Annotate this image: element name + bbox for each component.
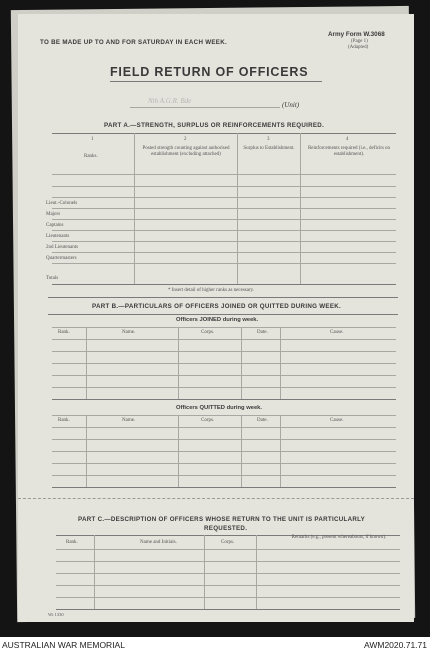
part-c-heading-line2: REQUESTED. bbox=[204, 525, 248, 532]
footer-left: AUSTRALIAN WAR MEMORIAL bbox=[2, 640, 125, 650]
part-c-col-remarks: Remarks (e.g., present whereabouts, if known). bbox=[291, 535, 387, 540]
unit-label: (Unit) bbox=[282, 101, 300, 109]
col-number-1: 1 bbox=[91, 137, 94, 142]
part-a-row-rule bbox=[52, 252, 396, 253]
quitted-col-rank: Rank. bbox=[58, 418, 70, 423]
quitted-bottom-rule bbox=[52, 487, 396, 488]
part-c-col-corps: Corps. bbox=[221, 540, 235, 545]
part-a-header-rule bbox=[52, 174, 396, 175]
quitted-col-corps: Corps. bbox=[201, 418, 215, 423]
part-c-col-divider bbox=[204, 535, 205, 609]
quitted-row-rule bbox=[52, 439, 396, 440]
part-c-row-rule bbox=[56, 597, 400, 598]
form-title: FIELD RETURN OF OFFICERS bbox=[110, 65, 309, 79]
part-b-rule bbox=[48, 297, 398, 298]
title-underline bbox=[110, 81, 322, 82]
col-header-ranks: Ranks. bbox=[84, 154, 98, 159]
joined-col-rank: Rank. bbox=[58, 330, 70, 335]
part-b-rule bbox=[48, 314, 398, 315]
unit-handwritten: Nth A.G.R. Bde bbox=[148, 97, 192, 105]
col-number-4: 4 bbox=[346, 137, 349, 142]
part-a-heading: PART A.—STRENGTH, SURPLUS OR REINFORCEMENTS REQUIRED. bbox=[104, 122, 325, 129]
joined-row-rule bbox=[52, 387, 396, 388]
print-code: Wt 1330 bbox=[48, 612, 64, 617]
col-header-reinforcements: Reinforcements required (i.e., deficits on establishment). bbox=[307, 146, 391, 157]
quitted-col-date: Date. bbox=[257, 418, 268, 423]
part-c-col-divider bbox=[94, 535, 95, 609]
part-c-col-divider bbox=[256, 535, 257, 609]
col-number-3: 3 bbox=[267, 137, 270, 142]
joined-col-divider bbox=[86, 327, 87, 399]
fold-line bbox=[18, 498, 414, 499]
part-c-header-rule bbox=[56, 549, 400, 550]
part-a-row-rule bbox=[52, 241, 396, 242]
rank-majors: Majors bbox=[46, 212, 61, 217]
form-page: (Page 1) bbox=[351, 39, 368, 44]
part-c-bottom-rule bbox=[56, 609, 400, 610]
joined-title: Officers JOINED during week. bbox=[176, 317, 259, 323]
part-a-top-rule bbox=[52, 133, 396, 134]
joined-col-divider bbox=[280, 327, 281, 399]
rank-quartermasters: Quartermasters bbox=[46, 256, 77, 261]
rank-lieutenants: Lieutenants bbox=[46, 234, 70, 239]
part-a-row-rule bbox=[52, 230, 396, 231]
col-number-2: 2 bbox=[184, 137, 187, 142]
joined-row-rule bbox=[52, 351, 396, 352]
form-adapted: (Adapted) bbox=[348, 45, 369, 50]
joined-row-rule bbox=[52, 363, 396, 364]
part-b-heading: PART B.—PARTICULARS OF OFFICERS JOINED OR QUITTED DURING WEEK. bbox=[92, 303, 342, 310]
quitted-title: Officers QUITTED during week. bbox=[176, 405, 263, 411]
part-c-row-rule bbox=[56, 585, 400, 586]
quitted-col-cause: Cause. bbox=[330, 418, 344, 423]
part-c-col-name: Name and Initials. bbox=[140, 540, 177, 545]
part-a-row-rule bbox=[52, 219, 396, 220]
rank-2nd-lieutenants: 2nd Lieutenants bbox=[46, 245, 79, 250]
quitted-header-rule bbox=[52, 427, 396, 428]
part-c-col-rank: Rank. bbox=[66, 540, 78, 545]
form-sheet bbox=[18, 14, 414, 622]
part-c-row-rule bbox=[56, 573, 400, 574]
part-a-row-rule bbox=[52, 197, 396, 198]
quitted-col-divider bbox=[241, 415, 242, 487]
joined-row-rule bbox=[52, 375, 396, 376]
joined-col-date: Date. bbox=[257, 330, 268, 335]
rank-lieut-colonels: Lieut.-Colonels bbox=[46, 201, 78, 206]
quitted-col-divider bbox=[280, 415, 281, 487]
archive-footer bbox=[0, 637, 430, 653]
joined-col-divider bbox=[241, 327, 242, 399]
part-a-footnote: * Insert detail of higher ranks as necessary. bbox=[168, 288, 255, 293]
joined-col-name: Name. bbox=[122, 330, 136, 335]
joined-bottom-rule bbox=[52, 399, 396, 400]
joined-rule bbox=[52, 327, 396, 328]
quitted-col-divider bbox=[178, 415, 179, 487]
joined-col-corps: Corps. bbox=[201, 330, 215, 335]
rank-captains: Captains bbox=[46, 223, 64, 228]
quitted-row-rule bbox=[52, 451, 396, 452]
joined-col-divider bbox=[178, 327, 179, 399]
part-a-row-rule bbox=[52, 186, 396, 187]
part-a-row-rule bbox=[52, 208, 396, 209]
joined-col-cause: Cause. bbox=[330, 330, 344, 335]
part-c-row-rule bbox=[56, 561, 400, 562]
quitted-col-divider bbox=[86, 415, 87, 487]
part-c-heading-line1: PART C.—DESCRIPTION OF OFFICERS WHOSE RETURN TO THE UNIT IS PARTICULARLY bbox=[78, 516, 366, 523]
unit-line bbox=[130, 107, 280, 108]
part-a-row-rule bbox=[52, 263, 396, 264]
header-instruction: TO BE MADE UP TO AND FOR SATURDAY IN EACH WEEK. bbox=[40, 39, 228, 46]
quitted-col-name: Name. bbox=[122, 418, 136, 423]
quitted-rule bbox=[52, 415, 396, 416]
col-header-posted: Posted strength counting against authorised establishment (excluding attached) bbox=[142, 146, 230, 157]
form-id: Army Form W.3068 bbox=[328, 31, 385, 38]
totals-label: Totals bbox=[46, 276, 59, 281]
part-a-bottom-rule bbox=[52, 284, 396, 285]
footer-right: AWM2020.71.71 bbox=[364, 640, 427, 650]
col-header-surplus: Surplus to Establishment. bbox=[243, 146, 295, 151]
joined-header-rule bbox=[52, 339, 396, 340]
quitted-row-rule bbox=[52, 463, 396, 464]
quitted-row-rule bbox=[52, 475, 396, 476]
